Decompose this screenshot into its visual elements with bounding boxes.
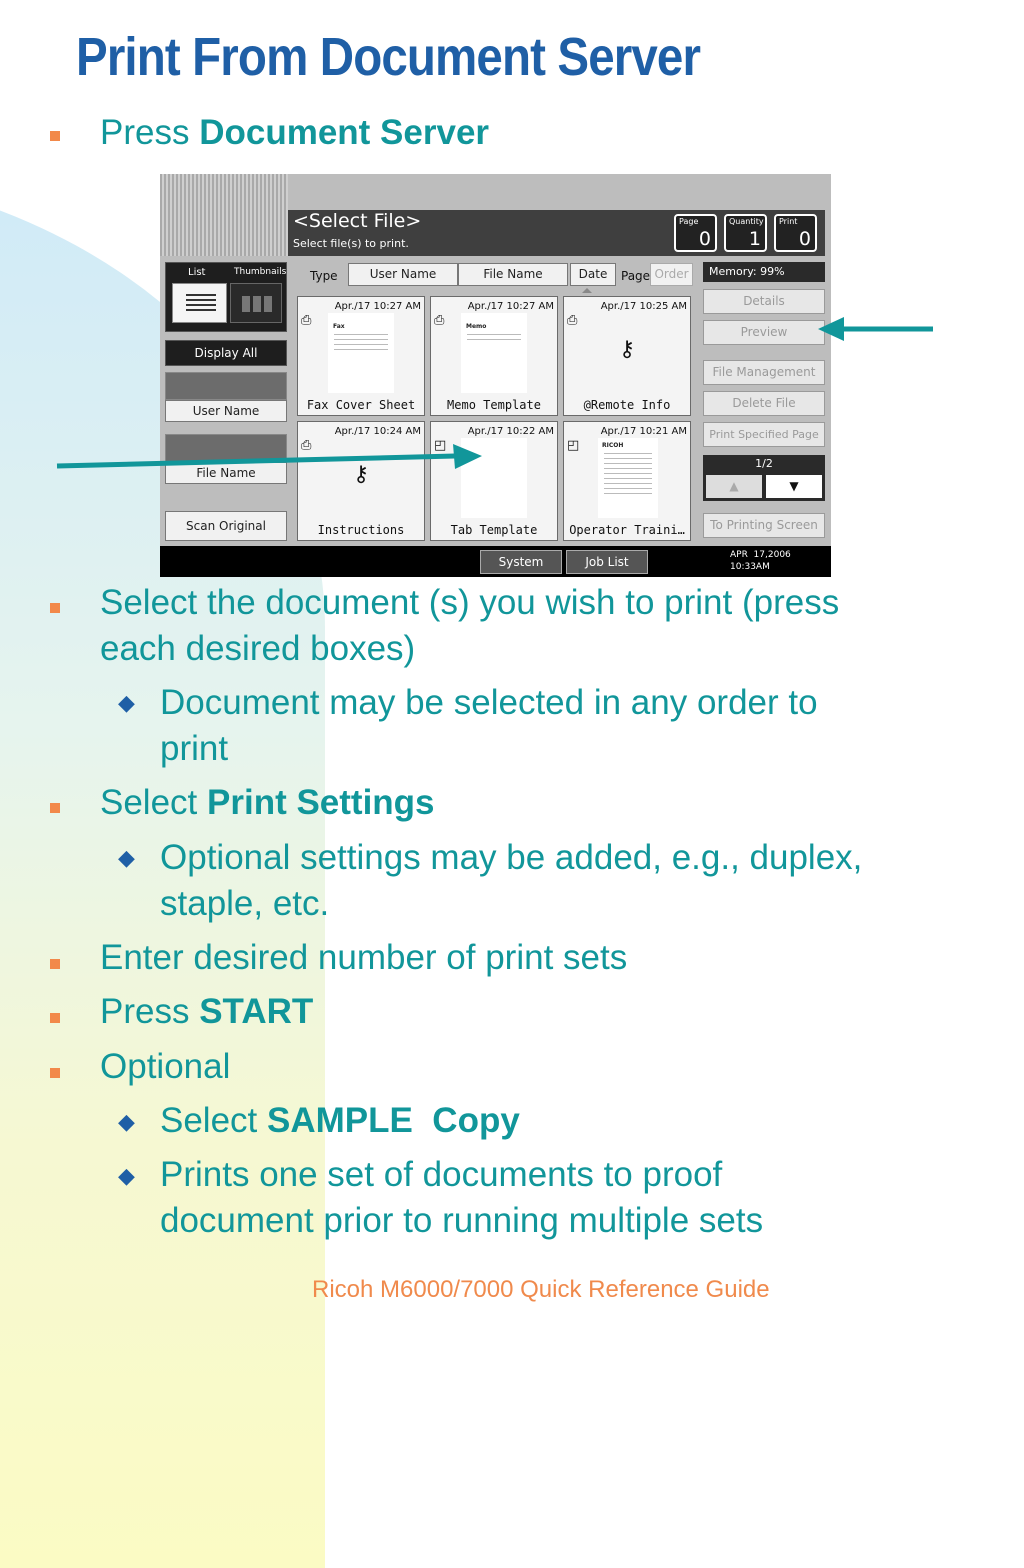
tab-list[interactable]: List [188,267,206,278]
document-server-screen [160,174,831,577]
file-tile[interactable]: Apr./17 10:21 AM ◰ RICOH Operator Traini… [563,421,691,541]
details-button[interactable]: Details [703,289,825,314]
job-list-button[interactable]: Job List [566,550,648,574]
delete-file-button[interactable]: Delete File [703,391,825,416]
page-up-button[interactable]: ▲ [706,475,762,498]
view-tabs [165,262,287,332]
screen-title: <Select File> [293,210,422,232]
copy-icon: ◰ [434,438,447,453]
printer-icon: ⎙ [567,313,578,328]
list-view-button[interactable] [172,283,227,323]
list-item: Press START [100,992,314,1031]
copy-icon: ◰ [567,438,580,453]
footer: Ricoh M6000/7000 Quick Reference Guide [312,1276,770,1303]
list-item: Enter desired number of print sets [100,938,628,977]
screen-subtitle: Select file(s) to print. [293,237,409,250]
page-label: Page [621,269,651,283]
bullet-marker [50,1013,60,1023]
display-all-button[interactable]: Display All [165,340,287,366]
file-tile[interactable]: Apr./17 10:25 AM ⎙ ⚷ @Remote Info [563,296,691,416]
scroll-up-icon [582,288,592,293]
pager [703,455,825,501]
memory-indicator: Memory: 99% [703,262,825,282]
list-item: Prints one set of documents to proof document prior to running multiple sets [160,1155,764,1240]
user-name-field[interactable] [165,372,287,400]
pager-label: 1/2 [755,457,773,470]
list-icon [186,294,216,312]
key-icon: ⚷ [619,337,636,362]
printer-icon: ⎙ [301,438,312,453]
file-tile[interactable]: Apr./17 10:24 AM ⎙ ⚷ Instructions [297,421,425,541]
sort-date-button[interactable]: Date [570,263,616,286]
user-name-button[interactable]: User Name [165,400,287,422]
tab-thumbnails[interactable]: Thumbnails [234,267,287,277]
diamond-bullet: ◆ [118,690,135,715]
bullet-marker [50,959,60,969]
printer-icon: ⎙ [434,313,445,328]
diamond-bullet: ◆ [118,1163,135,1188]
page-title: Print From Document Server [76,27,701,87]
bullet-marker [50,131,60,141]
file-thumbnail: RICOH [598,438,658,518]
list-item: Press Document Server [100,113,490,152]
grid-icon [242,296,272,312]
list-item: Optional settings may be added, e.g., duplex, staple, etc. [160,838,863,923]
scan-original-button[interactable]: Scan Original [165,511,287,541]
bullet-marker [50,1068,60,1078]
bullet-marker [50,803,60,813]
sort-user-name-button[interactable]: User Name [348,263,458,286]
list-item: Select SAMPLE Copy [160,1101,520,1140]
thumbnail-view-button[interactable] [230,283,282,323]
list-item: Select the document (s) you wish to print (press each desired boxes) [100,583,840,668]
list-item: Select Print Settings [100,783,435,822]
clock: APR 17,2006 10:33AM [730,550,791,572]
print-counter: Print 0 [774,214,817,252]
key-icon: ⚷ [353,462,370,487]
bullet-marker [50,603,60,613]
arrow-to-preview [818,313,936,345]
file-name-button[interactable]: File Name [165,462,287,484]
print-specified-page-button[interactable]: Print Specified Page [703,422,825,447]
type-label: Type [310,269,338,283]
list-item: Optional [100,1047,231,1086]
to-printing-screen-button[interactable]: To Printing Screen [703,513,825,538]
page-down-button[interactable]: ▼ [766,475,822,498]
file-management-button[interactable]: File Management [703,360,825,385]
header-tab [160,174,288,256]
sort-file-name-button[interactable]: File Name [458,263,568,286]
printer-icon: ⎙ [301,313,312,328]
file-thumbnail: Fax [328,313,394,393]
page-counter: Page 0 [674,214,717,252]
file-tile[interactable]: Apr./17 10:22 AM ◰ Tab Template [430,421,558,541]
file-tile[interactable]: Apr./17 10:27 AM ⎙ Fax Fax Cover Sheet [297,296,425,416]
diamond-bullet: ◆ [118,1109,135,1134]
file-thumbnail: Memo [461,313,527,393]
diamond-bullet: ◆ [118,845,135,870]
order-button[interactable]: Order [650,263,693,286]
system-status-button[interactable]: System [480,550,562,574]
list-item: Document may be selected in any order to print [160,683,818,768]
quantity-counter: Quantity 1 [724,214,767,252]
preview-button[interactable]: Preview [703,320,825,345]
file-tile[interactable]: Apr./17 10:27 AM ⎙ Memo Memo Template [430,296,558,416]
arrow-to-tab-template [55,440,485,480]
